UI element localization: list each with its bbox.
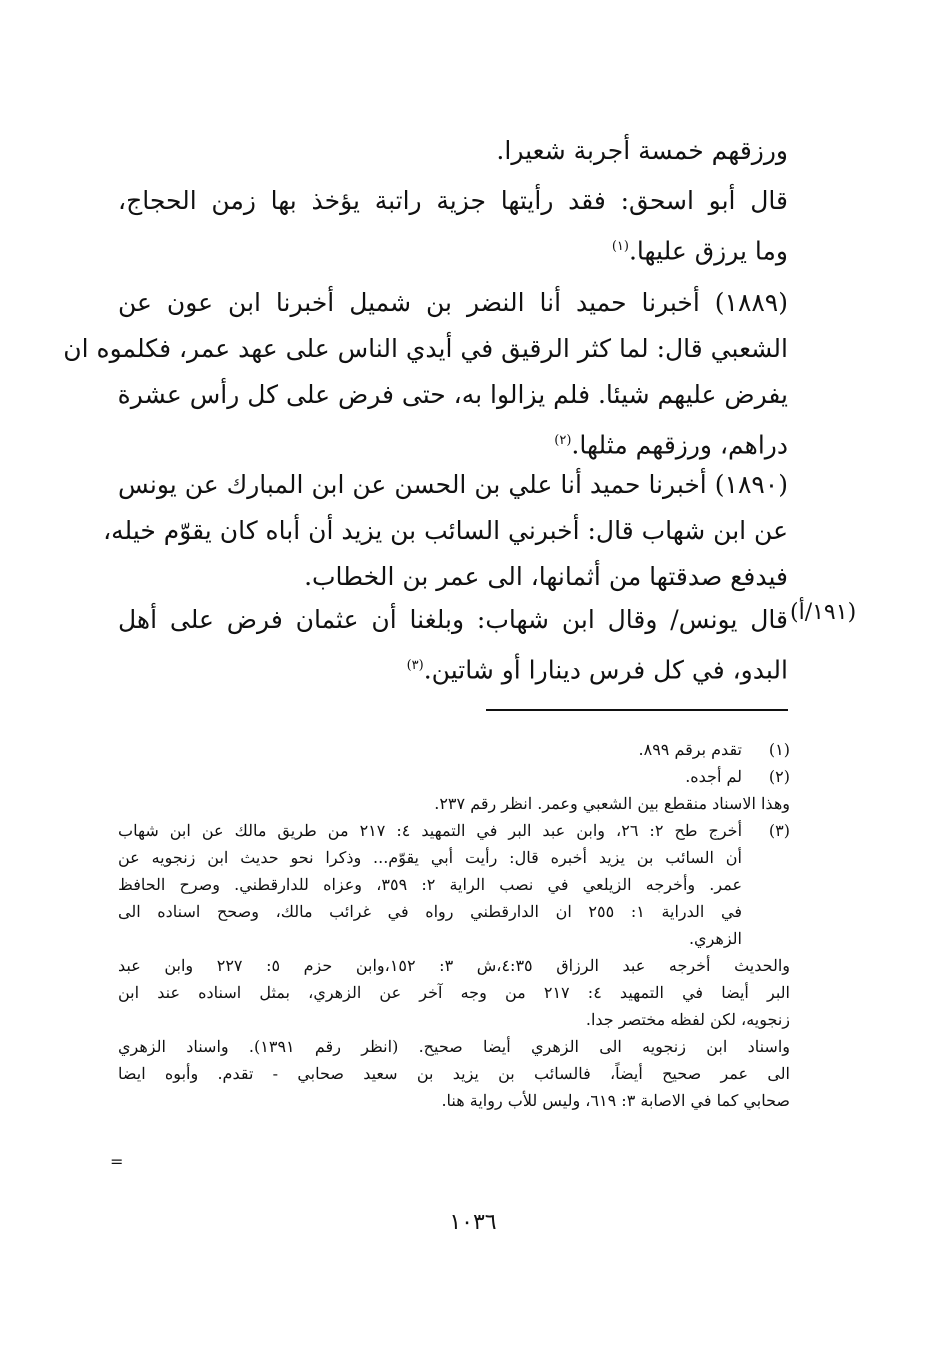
footnote-3-continuation <box>118 952 790 1114</box>
text-line <box>118 418 788 464</box>
footnote-line: عمر. وأخرجه الزيلعي في نصب الراية ٢: ٣٥٩، وعزاه للدارقطني. وصرح الحافظ <box>118 875 743 894</box>
footnote-divider <box>486 709 788 711</box>
text-line: ورزقهم خمسة أجربة شعيرا. <box>496 136 788 165</box>
line-text: دراهم، ورزقهم مثلها. <box>571 430 788 460</box>
footnote-ref-3: (٣) <box>406 658 424 673</box>
footnote-number: (٢) <box>768 767 790 786</box>
line-text: وما يرزق عليها. <box>628 236 788 266</box>
text-line: عن ابن شهاب قال: أخبرني السائب بن يزيد أن أباه كان يقوّم خيله، <box>103 516 788 545</box>
line-text: البدو، في كل فرس دينارا أو شاتين. <box>423 655 788 685</box>
footnote-line: البر أيضا في التمهيد ٤: ٢١٧ من وجه آخر عن الزهري، بمثل اسناده عند ابن <box>118 983 790 1002</box>
footnote-line: زنجويه، لكن لفظه مختصر جدا. <box>585 1010 790 1029</box>
text-line: قال يونس/ وقال ابن شهاب: وبلغنا أن عثمان فرض على أهل <box>118 605 788 634</box>
footnote-2-continuation <box>118 790 790 817</box>
hadith-1890 <box>103 462 788 600</box>
text-line: (١٨٩٠) أخبرنا حميد أنا علي بن الحسن عن ابن المبارك عن يونس <box>118 470 788 499</box>
text-line: الشعبي قال: لما كثر الرقيق في أيدي الناس على عهد عمر، فكلموه ان <box>63 334 788 363</box>
footnote-number: (٣) <box>768 821 790 840</box>
footnote-line: واسناد ابن زنجويه الى الزهري أيضا صحيح. (انظر رقم ١٣٩١). واسناد الزهري <box>118 1037 791 1056</box>
footnote-1 <box>118 736 790 763</box>
text-line: فيدفع صدقتها من أثمانها، الى عمر بن الخطاب. <box>304 562 788 591</box>
footnote-line: أخرج طح ٢: ٢٦، وابن عبد البر في التمهيد ٤: ٢١٧ من طريق مالك عن ابن شهاب <box>118 821 743 840</box>
footnote-line: صحابي كما في الاصابة ٣: ٦١٩، وليس للأب رواية هنا. <box>441 1091 790 1110</box>
text-line: (١٨٨٩) أخبرنا حميد أنا النضر بن شميل أخبرنا ابن عون عن <box>118 288 788 317</box>
intro-paragraph <box>118 128 788 270</box>
footnote-line: أن السائب بن يزيد أخبره قال: رأيت أبي يقوّم... وذكرا نحو حديث ابن زنجويه عن <box>118 848 742 867</box>
footnote-line: والحديث أخرجه عبد الرزاق ٤:٣٥،ش ٣: ١٥٢،وابن حزم ٥: ٢٢٧ وابن عبد <box>118 956 791 975</box>
footnote-line: الزهري. <box>688 929 742 948</box>
text-line <box>118 224 788 270</box>
footnote-2 <box>118 763 790 790</box>
footnote-ref-1: (١) <box>611 239 629 254</box>
continuation-mark: = <box>110 1152 124 1171</box>
footnote-line: تقدم برقم ٨٩٩. <box>638 740 742 759</box>
footnote-line: وهذا الاسناد منقطع بين الشعبي وعمر. انظر رقم ٢٣٧. <box>434 794 790 813</box>
footnote-number: (١) <box>768 740 790 759</box>
footnote-ref-2: (٢) <box>554 433 572 448</box>
hadith-1889 <box>63 280 788 464</box>
text-line: يفرض عليهم شيئا. فلم يزالوا به، حتى فرض على كل رأس عشرة <box>117 380 788 409</box>
footnotes-section <box>118 736 790 1114</box>
younus-paragraph <box>118 597 788 689</box>
footnote-3 <box>118 817 790 952</box>
page-number: ١٠٣٦ <box>449 1210 497 1235</box>
footnote-line: لم أجده. <box>685 767 742 786</box>
footnote-line: في الدراية ١: ٢٥٥ ان الدارقطني رواه في غرائب مالك، وصحح اسناده الى <box>118 902 742 921</box>
text-line: قال أبو اسحق: فقد رأيتها جزية راتبة يؤخذ بها زمن الحجاج، <box>118 186 788 215</box>
text-line <box>118 643 788 689</box>
footnote-line: الى عمر صحيح أيضاً، فالسائب بن يزيد بن سعيد صحابي - تقدم. وأبوه ايضا <box>118 1064 790 1083</box>
marginal-folio-note: (١٩١/أ) <box>790 600 857 625</box>
